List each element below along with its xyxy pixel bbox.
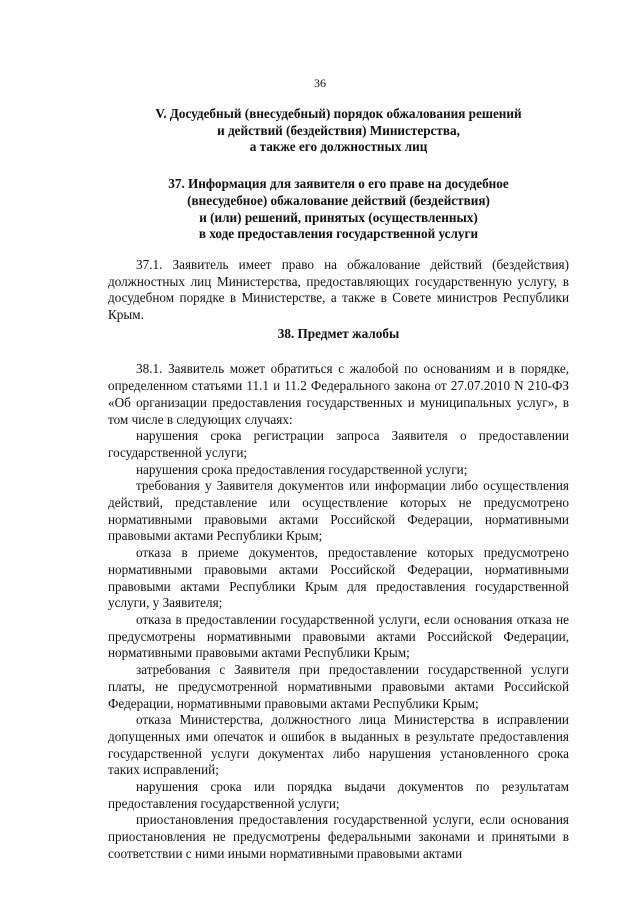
case-item: приостановления предоставления государственной услуги, если основания приостановления не предусмотрены федеральными законами и принятыми в соответствии с ними иными нормативными правовыми актами [108, 812, 569, 861]
subsection-heading-line: в ходе предоставления государственной услуги [198, 226, 479, 242]
case-item: нарушения срока регистрации запроса Заявителя о предоставлении государственной услуги; [108, 428, 569, 460]
section-heading-line: V. Досудебный (внесудебный) порядок обжалования решений [155, 106, 522, 121]
case-item: затребования с Заявителя при предоставлении государственной услуги платы, не предусмотренной нормативными правовыми актами Российской Федерации, нормативными правовыми актами Республики Крым; [108, 662, 569, 711]
section-heading-line: а также его должностных лиц [249, 139, 428, 155]
page-number: 36 [314, 76, 326, 90]
section-heading [108, 106, 569, 156]
subsection-heading-line: (внесудебное) обжалование действий (бездействия) [187, 192, 490, 208]
subsection-38-heading: 38. Предмет жалобы [277, 325, 400, 341]
case-item: нарушения срока или порядка выдачи документов по результатам предоставления государственной услуги; [108, 779, 569, 811]
case-item: отказа в предоставлении государственной услуги, если основания отказа не предусмотрены нормативными правовыми актами Российской Федерации, нормативными правовыми актами Республики Крым; [108, 611, 569, 661]
subsection-heading-line: 37. Информация для заявителя о его праве на досудебное [168, 176, 509, 192]
section-heading-line: и действий (бездействия) Министерства, [217, 122, 460, 138]
case-item: нарушения срока предоставления государственной услуги; [136, 461, 468, 477]
subsection-heading-line: и (или) решений, принятых (осуществленных) [199, 209, 478, 225]
paragraph-37-1: 37.1. Заявитель имеет право на обжалование действий (бездействия) должностных лиц Министерства, предоставляющих государственную услугу, в досудебном порядке в Министерстве, а также в Совете министров Республики Крым. [108, 256, 569, 323]
case-item: отказа Министерства, должностного лица Министерства в исправлении допущенных ими опечаток и ошибок в выданных в результате предоставления государственной услуги документах либо нарушения установленного срока таких исправлений; [108, 712, 569, 778]
subsection-37-heading [108, 176, 569, 243]
page-content [108, 106, 569, 863]
paragraph-38-1: 38.1. Заявитель может обратиться с жалобой по основаниям и в порядке, определенном статьями 11.1 и 11.2 Федерального закона от 27.07.2010 N 210-ФЗ «Об организации предоставления государственных и муниципальных услуг», в том числе в следующих случаях: [108, 361, 569, 427]
case-item: требования у Заявителя документов или информации либо осуществления действий, представление или осуществление которых не предусмотрено нормативными правовыми актами Российской Федерации, нормативными правовыми актами Республики Крым; [108, 478, 569, 544]
case-item: отказа в приеме документов, предоставление которых предусмотрено нормативными правовыми актами Российской Федерации, нормативными правовыми актами Республики Крым для предоставления государственной услуги, у Заявителя; [108, 545, 569, 611]
